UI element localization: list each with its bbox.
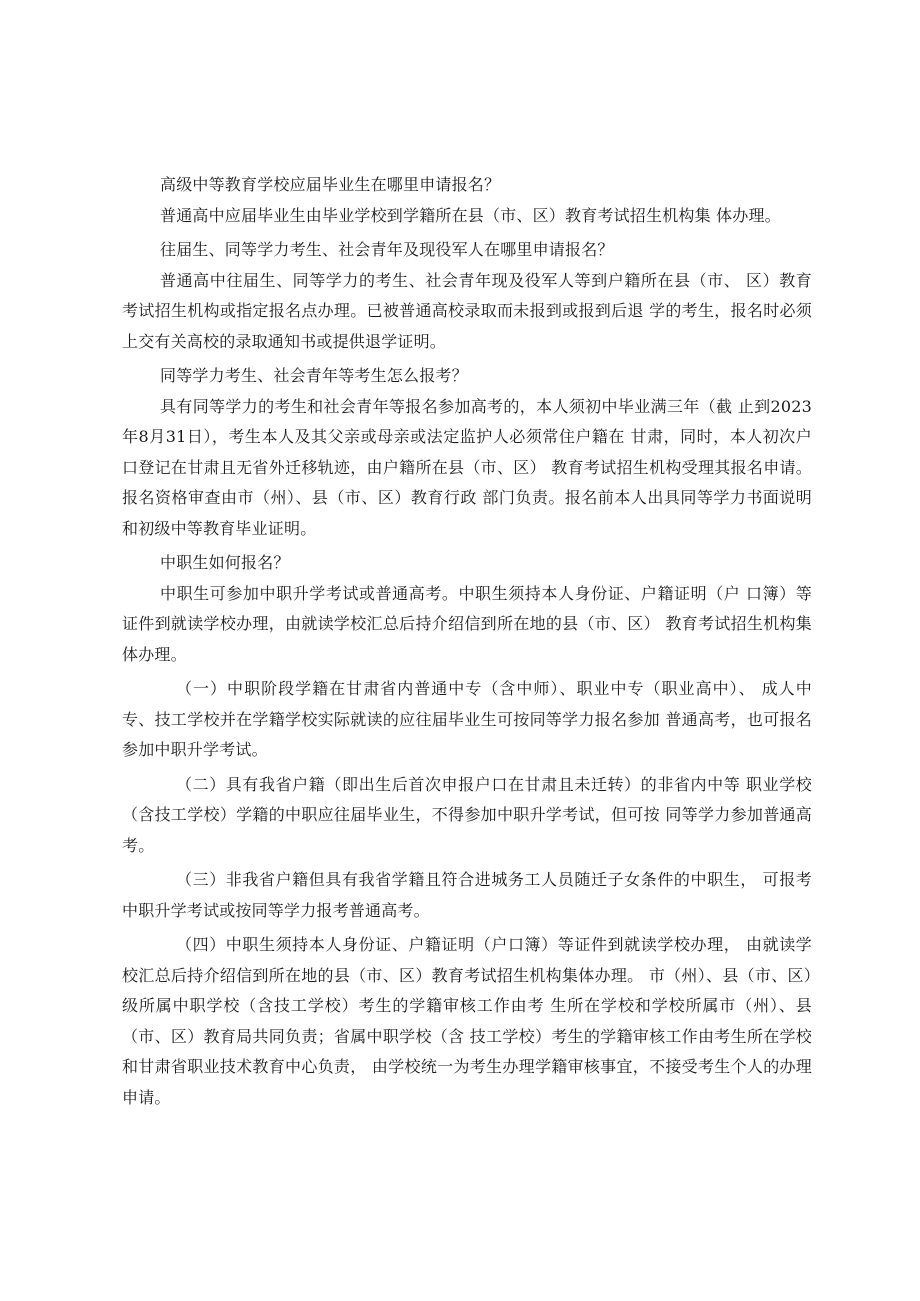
- answer-vocational-students: 中职生可参加中职升学考试或普通高考。中职生须持本人身份证、户籍证明（户 口簿）等证件到就读学校办理，由就读学校汇总后持介绍信到所在地的县（市、区） 教育考试招生机构集体办理。: [122, 583, 812, 664]
- vocational-item-1: （一）中职阶段学籍在甘肃省内普通中专（含中师）、职业中专（职业高中）、 成人中专、技工学校并在学籍学校实际就读的应往届毕业生可按同等学力报名参加 普通高考，也可报名参加中职升学考试。: [122, 679, 812, 759]
- document-body: [122, 168, 812, 1117]
- vocational-item-3: （三）非我省户籍但具有我省学籍且符合进城务工人员随迁子女条件的中职生， 可报考中职升学考试或按同等学力报考普通高考。: [122, 870, 812, 920]
- question-heading-vocational-students: 中职生如何报名？: [160, 553, 290, 572]
- vocational-item-4: （四）中职生须持本人身份证、户籍证明（户口簿）等证件到就读学校办理， 由就读学校汇总后持介绍信到所在地的县（市、区）教育考试招生机构集体办理。 市（州）、县（市、区）级所属中职学校（含技工学校）考生的学籍审核工作由考 生所在学校和学校所属市（州）、县（市、区）教育局共同负责；省属中职学校（含 技工学校）考生的学籍审核工作由考生所在学校和甘肃省职业技术教育中心负责， 由学校统一为考生办理学籍审核事宜，不接受考生个人的办理申请。: [122, 935, 812, 1107]
- question-heading-current-graduates: 高级中等教育学校应届毕业生在哪里申请报名？: [160, 175, 501, 194]
- question-heading-past-graduates: 往届生、同等学力考生、社会青年及现役军人在哪里申请报名？: [160, 240, 614, 259]
- answer-current-graduates: 普通高中应届毕业生由毕业学校到学籍所在县（市、区）教育考试招生机构集 体办理。: [160, 205, 781, 225]
- question-heading-equivalent-learners: 同等学力考生、社会青年等考生怎么报考？: [160, 366, 468, 385]
- vocational-item-2: （二）具有我省户籍（即出生后首次申报户口在甘肃且未迁转）的非省内中等 职业学校（含技工学校）学籍的中职应往届毕业生，不得参加中职升学考试，但可按 同等学力参加普通高考。: [122, 774, 812, 855]
- answer-equivalent-learners: 具有同等学力的考生和社会青年等报名参加高考的，本人须初中毕业满三年（截 止到2023年8月31日），考生本人及其父亲或母亲或法定监护人必须常住户籍在 甘肃，同时，本人初次户口登记在甘肃且无省外迁移轨迹，由户籍所在县（市、区） 教育考试招生机构受理其报名申请。报名资格审查由市（州）、县（市、区）教育行政 部门负责。报名前本人出具同等学力书面说明和初级中等教育毕业证明。: [122, 396, 812, 538]
- answer-past-graduates: 普通高中往届生、同等学力的考生、社会青年现及役军人等到户籍所在县（市、 区）教育考试招生机构或指定报名点办理。已被普通高校录取而未报到或报到后退 学的考生，报名时必须上交有关高校的录取通知书或提供退学证明。: [122, 270, 812, 351]
